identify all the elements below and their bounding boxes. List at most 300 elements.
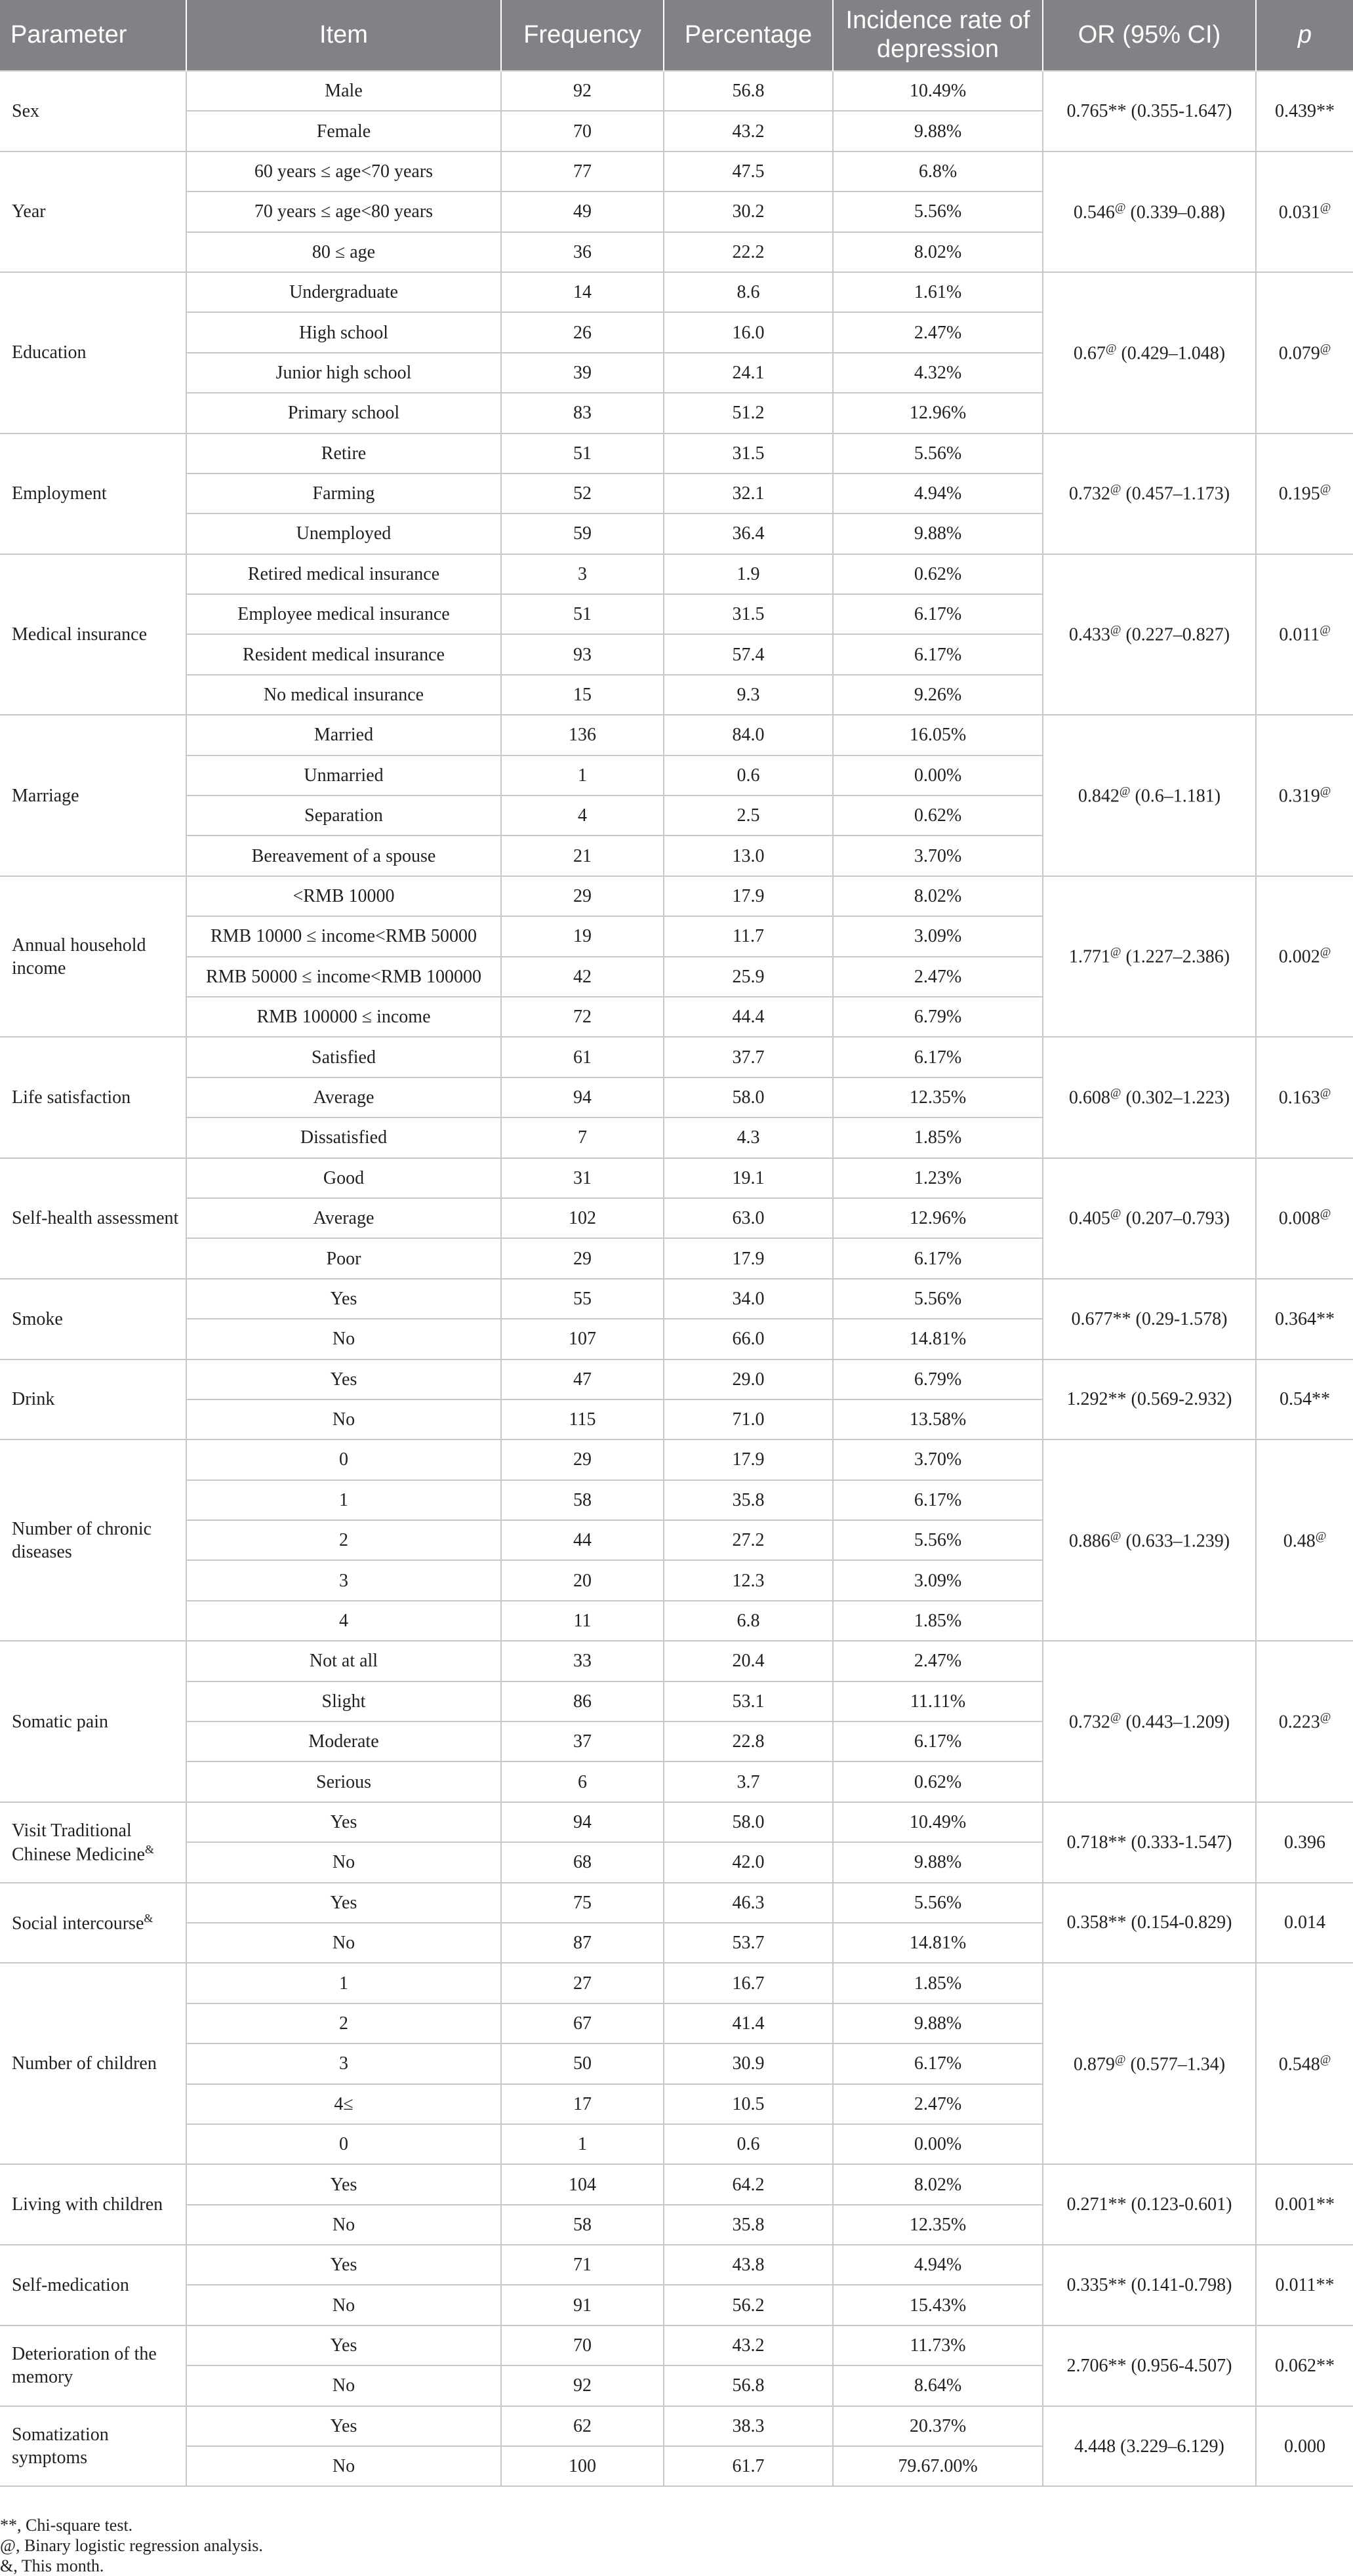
incidence-cell: 8.02% [833,232,1043,272]
frequency-cell: 92 [501,71,664,111]
frequency-cell: 19 [501,916,664,956]
frequency-cell: 94 [501,1802,664,1842]
table-row [0,1359,1353,1399]
percentage-cell: 38.3 [664,2406,833,2446]
percentage-cell: 43.2 [664,111,833,151]
incidence-cell: 3.09% [833,916,1043,956]
item-cell: Yes [186,1359,501,1399]
item-cell: Yes [186,1802,501,1842]
frequency-cell: 94 [501,1077,664,1117]
or-ci-cell: 0.842@ (0.6–1.181) [1043,715,1256,876]
percentage-cell: 84.0 [664,715,833,755]
percentage-cell: 61.7 [664,2446,833,2486]
parameter-cell: Sex [0,71,186,151]
parameter-cell: Self-health assessment [0,1158,186,1279]
incidence-cell: 14.81% [833,1923,1043,1963]
incidence-cell: 8.64% [833,2365,1043,2405]
percentage-cell: 58.0 [664,1077,833,1117]
or-ci-cell: 0.677** (0.29-1.578) [1043,1279,1256,1359]
table-row [0,1037,1353,1077]
item-cell: Yes [186,2406,501,2446]
parameter-cell: Marriage [0,715,186,876]
footnote: @, Binary logistic regression analysis. [0,2536,263,2555]
p-value-cell: 0.031@ [1256,151,1353,272]
percentage-cell: 25.9 [664,957,833,997]
parameter-cell: Social intercourse& [0,1883,186,1963]
frequency-cell: 61 [501,1037,664,1077]
frequency-cell: 33 [501,1641,664,1681]
or-ci-cell: 1.292** (0.569-2.932) [1043,1359,1256,1440]
item-cell: Satisfied [186,1037,501,1077]
item-cell: No [186,1842,501,1882]
table-row [0,1439,1353,1479]
p-value-cell: 0.439** [1256,71,1353,151]
or-ci-cell: 1.771@ (1.227–2.386) [1043,876,1256,1037]
item-cell: No [186,2365,501,2405]
frequency-cell: 75 [501,1883,664,1923]
incidence-cell: 1.61% [833,272,1043,312]
frequency-cell: 67 [501,2003,664,2043]
frequency-cell: 6 [501,1761,664,1801]
percentage-cell: 35.8 [664,1480,833,1520]
incidence-cell: 8.02% [833,876,1043,916]
or-ci-cell: 0.405@ (0.207–0.793) [1043,1158,1256,1279]
or-ci-cell: 0.886@ (0.633–1.239) [1043,1439,1256,1641]
percentage-cell: 29.0 [664,1359,833,1399]
percentage-cell: 71.0 [664,1399,833,1439]
frequency-cell: 92 [501,2365,664,2405]
table-row [0,554,1353,594]
item-cell: RMB 50000 ≤ income<RMB 100000 [186,957,501,997]
p-value-cell: 0.000 [1256,2406,1353,2487]
frequency-cell: 15 [501,675,664,715]
incidence-cell: 1.85% [833,1601,1043,1641]
header-item: Item [186,0,501,71]
item-cell: Serious [186,1761,501,1801]
percentage-cell: 24.1 [664,353,833,393]
item-cell: No [186,1399,501,1439]
incidence-cell: 6.8% [833,151,1043,191]
percentage-cell: 0.6 [664,755,833,795]
frequency-cell: 104 [501,2164,664,2204]
item-cell: Unemployed [186,513,501,553]
incidence-cell: 2.47% [833,2084,1043,2124]
item-cell: 60 years ≤ age<70 years [186,151,501,191]
p-value-cell: 0.163@ [1256,1037,1353,1157]
incidence-cell: 5.56% [833,1279,1043,1319]
frequency-cell: 102 [501,1198,664,1238]
percentage-cell: 56.2 [664,2285,833,2325]
percentage-cell: 42.0 [664,1842,833,1882]
incidence-cell: 6.17% [833,1037,1043,1077]
percentage-cell: 10.5 [664,2084,833,2124]
parameter-cell: Number of chronic diseases [0,1439,186,1641]
parameter-cell: Drink [0,1359,186,1440]
frequency-cell: 3 [501,554,664,594]
item-cell: Not at all [186,1641,501,1681]
frequency-cell: 36 [501,232,664,272]
incidence-cell: 6.17% [833,634,1043,674]
or-ci-cell: 4.448 (3.229–6.129) [1043,2406,1256,2487]
item-cell: Employee medical insurance [186,594,501,634]
percentage-cell: 27.2 [664,1520,833,1560]
percentage-cell: 2.5 [664,795,833,835]
frequency-cell: 39 [501,353,664,393]
incidence-cell: 16.05% [833,715,1043,755]
incidence-cell: 9.88% [833,513,1043,553]
incidence-cell: 3.70% [833,835,1043,875]
incidence-cell: 6.79% [833,997,1043,1037]
table-row [0,1641,1353,1681]
percentage-cell: 43.8 [664,2245,833,2285]
item-cell: Average [186,1198,501,1238]
frequency-cell: 51 [501,594,664,634]
item-cell: Separation [186,795,501,835]
frequency-cell: 1 [501,755,664,795]
item-cell: Married [186,715,501,755]
or-ci-cell: 0.608@ (0.302–1.223) [1043,1037,1256,1157]
item-cell: Junior high school [186,353,501,393]
percentage-cell: 44.4 [664,997,833,1037]
header-p: p [1256,0,1353,71]
table-row [0,151,1353,191]
item-cell: Good [186,1158,501,1198]
p-value-cell: 0.48@ [1256,1439,1353,1641]
item-cell: No [186,2285,501,2325]
frequency-cell: 107 [501,1319,664,1359]
frequency-cell: 70 [501,111,664,151]
frequency-cell: 4 [501,795,664,835]
percentage-cell: 4.3 [664,1117,833,1157]
item-cell: Yes [186,2325,501,2365]
frequency-cell: 42 [501,957,664,997]
p-value-cell: 0.195@ [1256,433,1353,554]
frequency-cell: 77 [501,151,664,191]
percentage-cell: 35.8 [664,2205,833,2245]
incidence-cell: 5.56% [833,1883,1043,1923]
item-cell: 80 ≤ age [186,232,501,272]
parameter-cell: Living with children [0,2164,186,2245]
percentage-cell: 6.8 [664,1601,833,1641]
incidence-cell: 20.37% [833,2406,1043,2446]
incidence-cell: 0.62% [833,1761,1043,1801]
incidence-cell: 9.88% [833,111,1043,151]
percentage-cell: 3.7 [664,1761,833,1801]
item-cell: 0 [186,1439,501,1479]
item-cell: Poor [186,1238,501,1278]
item-cell: Male [186,71,501,111]
percentage-cell: 17.9 [664,1439,833,1479]
percentage-cell: 8.6 [664,272,833,312]
frequency-cell: 91 [501,2285,664,2325]
frequency-cell: 55 [501,1279,664,1319]
parameter-cell: Deterioration of the memory [0,2325,186,2406]
item-cell: Farming [186,473,501,513]
frequency-cell: 68 [501,1842,664,1882]
incidence-cell: 8.02% [833,2164,1043,2204]
p-value-cell: 0.011** [1256,2245,1353,2325]
incidence-cell: 14.81% [833,1319,1043,1359]
incidence-cell: 2.47% [833,957,1043,997]
table-row [0,1963,1353,2003]
percentage-cell: 16.0 [664,312,833,352]
percentage-cell: 53.1 [664,1681,833,1721]
table-row [0,1158,1353,1198]
item-cell: 1 [186,1480,501,1520]
item-cell: Primary school [186,393,501,433]
frequency-cell: 14 [501,272,664,312]
percentage-cell: 56.8 [664,2365,833,2405]
or-ci-cell: 0.546@ (0.339–0.88) [1043,151,1256,272]
frequency-cell: 59 [501,513,664,553]
item-cell: No [186,1923,501,1963]
item-cell: Yes [186,1883,501,1923]
percentage-cell: 31.5 [664,433,833,473]
item-cell: 0 [186,2124,501,2164]
percentage-cell: 58.0 [664,1802,833,1842]
p-value-cell: 0.396 [1256,1802,1353,1883]
or-ci-cell: 0.433@ (0.227–0.827) [1043,554,1256,715]
p-value-cell: 0.008@ [1256,1158,1353,1279]
incidence-cell: 0.62% [833,554,1043,594]
percentage-cell: 30.2 [664,191,833,231]
parameter-cell: Self-medication [0,2245,186,2325]
p-value-cell: 0.548@ [1256,1963,1353,2164]
frequency-cell: 21 [501,835,664,875]
p-value-cell: 0.54** [1256,1359,1353,1440]
table-row [0,433,1353,473]
p-value-cell: 0.079@ [1256,272,1353,433]
item-cell: Female [186,111,501,151]
percentage-cell: 63.0 [664,1198,833,1238]
frequency-cell: 72 [501,997,664,1037]
frequency-cell: 29 [501,1439,664,1479]
table-row [0,1279,1353,1319]
parameter-cell: Number of children [0,1963,186,2164]
item-cell: 1 [186,1963,501,2003]
percentage-cell: 46.3 [664,1883,833,1923]
frequency-cell: 115 [501,1399,664,1439]
incidence-cell: 10.49% [833,71,1043,111]
frequency-cell: 86 [501,1681,664,1721]
item-cell: Retire [186,433,501,473]
header-row [0,0,1353,71]
frequency-cell: 17 [501,2084,664,2124]
frequency-cell: 49 [501,191,664,231]
p-value-cell: 0.062** [1256,2325,1353,2406]
percentage-cell: 19.1 [664,1158,833,1198]
table-row [0,876,1353,916]
table-row [0,71,1353,111]
percentage-cell: 0.6 [664,2124,833,2164]
table-row [0,2164,1353,2204]
frequency-cell: 7 [501,1117,664,1157]
frequency-cell: 93 [501,634,664,674]
or-ci-cell: 0.732@ (0.443–1.209) [1043,1641,1256,1802]
incidence-cell: 4.94% [833,2245,1043,2285]
percentage-cell: 32.1 [664,473,833,513]
frequency-cell: 44 [501,1520,664,1560]
or-ci-cell: 0.358** (0.154-0.829) [1043,1883,1256,1963]
incidence-cell: 6.17% [833,594,1043,634]
p-value-cell: 0.001** [1256,2164,1353,2245]
frequency-cell: 50 [501,2043,664,2083]
footnotes [0,2515,263,2576]
percentage-cell: 53.7 [664,1923,833,1963]
footnote: **, Chi-square test. [0,2516,133,2535]
or-ci-cell: 0.271** (0.123-0.601) [1043,2164,1256,2245]
incidence-cell: 6.17% [833,1480,1043,1520]
frequency-cell: 71 [501,2245,664,2285]
frequency-cell: 62 [501,2406,664,2446]
header-frequency: Frequency [501,0,664,71]
frequency-cell: 136 [501,715,664,755]
incidence-cell: 5.56% [833,191,1043,231]
incidence-cell: 12.96% [833,1198,1043,1238]
parameter-cell: Visit Traditional Chinese Medicine& [0,1802,186,1883]
percentage-cell: 20.4 [664,1641,833,1681]
p-value-cell: 0.014 [1256,1883,1353,1963]
percentage-cell: 11.7 [664,916,833,956]
item-cell: No [186,2205,501,2245]
table-row [0,2245,1353,2285]
frequency-cell: 20 [501,1560,664,1600]
frequency-cell: 47 [501,1359,664,1399]
item-cell: 4 [186,1601,501,1641]
percentage-cell: 1.9 [664,554,833,594]
item-cell: RMB 10000 ≤ income<RMB 50000 [186,916,501,956]
frequency-cell: 29 [501,1238,664,1278]
incidence-cell: 0.00% [833,755,1043,795]
frequency-cell: 26 [501,312,664,352]
frequency-cell: 83 [501,393,664,433]
item-cell: Dissatisfied [186,1117,501,1157]
parameter-cell: Employment [0,433,186,554]
incidence-cell: 0.00% [833,2124,1043,2164]
footnote: &, This month. [0,2556,104,2575]
table-body [0,71,1353,2486]
or-ci-cell: 0.718** (0.333-1.547) [1043,1802,1256,1883]
item-cell: No medical insurance [186,675,501,715]
frequency-cell: 87 [501,1923,664,1963]
or-ci-cell: 2.706** (0.956-4.507) [1043,2325,1256,2406]
p-value-cell: 0.319@ [1256,715,1353,876]
item-cell: 2 [186,2003,501,2043]
incidence-cell: 1.85% [833,1117,1043,1157]
header-percentage: Percentage [664,0,833,71]
item-cell: Yes [186,1279,501,1319]
item-cell: Undergraduate [186,272,501,312]
percentage-cell: 43.2 [664,2325,833,2365]
parameter-cell: Somatization symptoms [0,2406,186,2487]
item-cell: 3 [186,2043,501,2083]
table-row [0,1883,1353,1923]
incidence-cell: 13.58% [833,1399,1043,1439]
item-cell: No [186,1319,501,1359]
parameter-cell: Smoke [0,1279,186,1359]
percentage-cell: 22.2 [664,232,833,272]
frequency-cell: 100 [501,2446,664,2486]
incidence-cell: 12.35% [833,1077,1043,1117]
incidence-cell: 9.88% [833,2003,1043,2043]
percentage-cell: 47.5 [664,151,833,191]
p-value-cell: 0.223@ [1256,1641,1353,1802]
percentage-cell: 12.3 [664,1560,833,1600]
or-ci-cell: 0.765** (0.355-1.647) [1043,71,1256,151]
item-cell: 70 years ≤ age<80 years [186,191,501,231]
p-value-cell: 0.002@ [1256,876,1353,1037]
item-cell: High school [186,312,501,352]
or-ci-cell: 0.879@ (0.577–1.34) [1043,1963,1256,2164]
incidence-cell: 12.96% [833,393,1043,433]
percentage-cell: 16.7 [664,1963,833,2003]
incidence-cell: 9.26% [833,675,1043,715]
item-cell: No [186,2446,501,2486]
percentage-cell: 22.8 [664,1721,833,1761]
incidence-cell: 1.85% [833,1963,1043,2003]
item-cell: 4≤ [186,2084,501,2124]
frequency-cell: 37 [501,1721,664,1761]
incidence-cell: 5.56% [833,1520,1043,1560]
frequency-cell: 1 [501,2124,664,2164]
percentage-cell: 9.3 [664,675,833,715]
parameter-cell: Year [0,151,186,272]
or-ci-cell: 0.335** (0.141-0.798) [1043,2245,1256,2325]
frequency-cell: 51 [501,433,664,473]
incidence-cell: 0.62% [833,795,1043,835]
incidence-cell: 2.47% [833,312,1043,352]
incidence-cell: 12.35% [833,2205,1043,2245]
table-row [0,2325,1353,2365]
percentage-cell: 31.5 [664,594,833,634]
incidence-cell: 4.94% [833,473,1043,513]
item-cell: Bereavement of a spouse [186,835,501,875]
header-or-ci: OR (95% CI) [1043,0,1256,71]
incidence-cell: 15.43% [833,2285,1043,2325]
percentage-cell: 56.8 [664,71,833,111]
incidence-cell: 3.09% [833,1560,1043,1600]
percentage-cell: 30.9 [664,2043,833,2083]
p-value-cell: 0.011@ [1256,554,1353,715]
percentage-cell: 17.9 [664,1238,833,1278]
frequency-cell: 27 [501,1963,664,2003]
frequency-cell: 29 [501,876,664,916]
percentage-cell: 37.7 [664,1037,833,1077]
incidence-cell: 4.32% [833,353,1043,393]
item-cell: Retired medical insurance [186,554,501,594]
frequency-cell: 11 [501,1601,664,1641]
item-cell: Slight [186,1681,501,1721]
parameter-cell: Annual household income [0,876,186,1037]
item-cell: RMB 100000 ≤ income [186,997,501,1037]
table-row [0,715,1353,755]
table-row [0,1802,1353,1842]
percentage-cell: 36.4 [664,513,833,553]
frequency-cell: 70 [501,2325,664,2365]
incidence-cell: 1.23% [833,1158,1043,1198]
incidence-cell: 5.56% [833,433,1043,473]
frequency-cell: 58 [501,1480,664,1520]
item-cell: Yes [186,2245,501,2285]
incidence-cell: 79.67.00% [833,2446,1043,2486]
parameter-cell: Somatic pain [0,1641,186,1802]
p-value-cell: 0.364** [1256,1279,1353,1359]
header-incidence-rate: Incidence rate of depression [833,0,1043,71]
percentage-cell: 17.9 [664,876,833,916]
item-cell: Moderate [186,1721,501,1761]
or-ci-cell: 0.732@ (0.457–1.173) [1043,433,1256,554]
or-ci-cell: 0.67@ (0.429–1.048) [1043,272,1256,433]
